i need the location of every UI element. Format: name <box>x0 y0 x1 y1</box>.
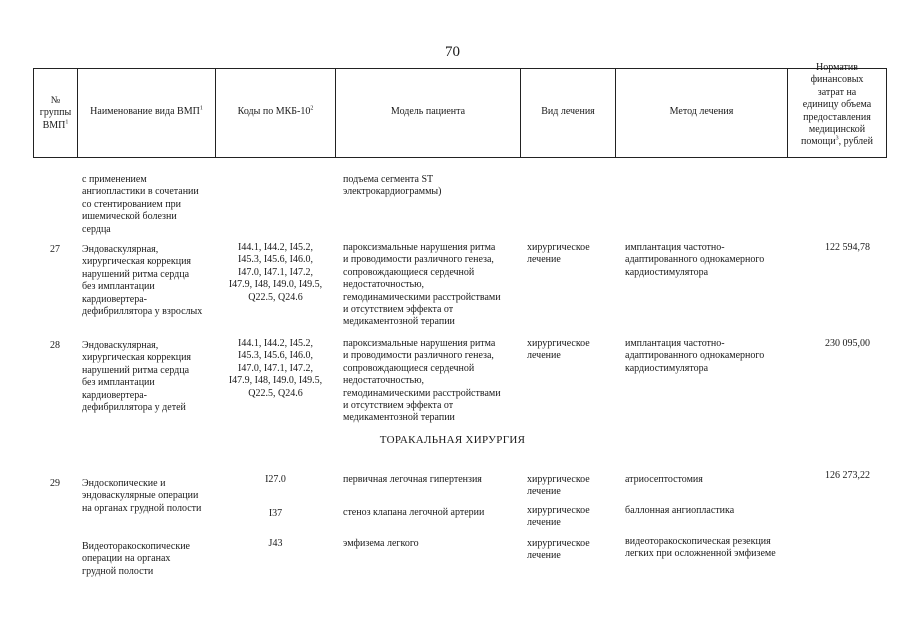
patient-model: первичная легочная гипертензия <box>343 474 482 485</box>
header-financial-norm <box>788 62 886 149</box>
group-number: 29 <box>50 478 60 489</box>
group-number: 28 <box>50 340 60 351</box>
header-norm-text: Норматив финансовых затрат на единицу объема предоставления медицинской помощи <box>801 62 872 148</box>
financial-norm: 126 273,22 <box>825 470 870 481</box>
treatment-method: имплантация частотно- адаптированного однокамерного кардиостимулятора <box>625 338 765 374</box>
footnote-mark: 1 <box>65 119 69 126</box>
financial-norm: 122 594,78 <box>825 242 870 253</box>
treatment-method: баллонная ангиопластика <box>625 505 735 516</box>
header-vmp-name-text: Наименование вида ВМП <box>90 106 200 117</box>
icd-codes: I44.1, I44.2, I45.2, I45.3, I45.6, I46.0, I47.0, I47.1, I47.2, I47.9, I48, I49.0, I49.5, Q22.5, Q24.6 <box>228 242 323 303</box>
vmp-name: Видеоторакоскопические операции на органах грудной полости <box>82 541 190 577</box>
treatment-type: хирургическое лечение <box>527 474 590 498</box>
vmp-name: Эндоскопические и эндоваскулярные операции на органах грудной полости <box>82 478 202 514</box>
footnote-mark: 1 <box>199 105 203 112</box>
treatment-method: имплантация частотно- адаптированного однокамерного кардиостимулятора <box>625 242 765 278</box>
icd-codes: I44.1, I44.2, I45.2, I45.3, I45.6, I46.0, I47.0, I47.1, I47.2, I47.9, I48, I49.0, I49.5, Q22.5, Q24.6 <box>228 338 323 399</box>
header-icd-codes <box>216 106 335 118</box>
header-icd-codes-text: Коды по МКБ-10 <box>237 106 311 117</box>
patient-model: пароксизмальные нарушения ритма и проводимости различного генеза, сопровождающиеся сердечной недостаточностью, гемодинамическими расстройствами и отсутствием эффекта от медикаментозной терапии <box>343 338 501 424</box>
header-vmp-name <box>78 106 215 118</box>
header-patient-model: Модель пациента <box>390 106 466 117</box>
treatment-type: хирургическое лечение <box>527 505 590 529</box>
footnote-mark: 3 <box>835 136 839 143</box>
patient-model: стеноз клапана легочной артерии <box>343 507 485 518</box>
vmp-name: Эндоваскулярная, хирургическая коррекция нарушений ритма сердца без имплантации кардиовертера- дефибриллятора у детей <box>82 340 192 414</box>
vmp-name: Эндоваскулярная, хирургическая коррекция нарушений ритма сердца без имплантации кардиовертера- дефибриллятора у взрослых <box>82 244 203 318</box>
group-number: 27 <box>50 244 60 255</box>
header-bottom-border <box>33 157 887 158</box>
col-divider <box>886 68 887 158</box>
page-number: 70 <box>445 44 460 60</box>
header-group-number <box>34 95 77 132</box>
treatment-method: атриосептостомия <box>625 474 703 485</box>
icd-codes: J43 <box>268 538 283 549</box>
header-group-text: № группы ВМП <box>39 95 72 131</box>
header-norm-tail: , рублей <box>838 136 873 148</box>
footnote-mark: 2 <box>310 105 314 112</box>
treatment-type: хирургическое лечение <box>527 338 590 362</box>
treatment-type: хирургическое лечение <box>527 242 590 266</box>
continuation-patient-model: подъема сегмента ST электрокардиограммы) <box>343 174 442 198</box>
header-treatment-method: Метод лечения <box>669 106 734 117</box>
header-top-border <box>33 68 887 69</box>
icd-codes: I27.0 <box>265 474 286 485</box>
patient-model: пароксизмальные нарушения ритма и проводимости различного генеза, сопровождающиеся сердечной недостаточностью, гемодинамическими расстройствами и отсутствием эффекта от медикаментозной терапии <box>343 242 501 328</box>
header-treatment-type: Вид лечения <box>541 106 595 117</box>
icd-codes: I37 <box>268 508 283 519</box>
section-title: ТОРАКАЛЬНАЯ ХИРУРГИЯ <box>379 434 526 446</box>
financial-norm: 230 095,00 <box>825 338 870 349</box>
patient-model: эмфизема легкого <box>343 538 419 549</box>
continuation-vmp-name: с применением ангиопластики в сочетании со стентированием при ишемической болезни сердца <box>82 174 199 235</box>
treatment-method: видеоторакоскопическая резекция легких при осложненной эмфиземе <box>625 536 776 560</box>
treatment-type: хирургическое лечение <box>527 538 590 562</box>
